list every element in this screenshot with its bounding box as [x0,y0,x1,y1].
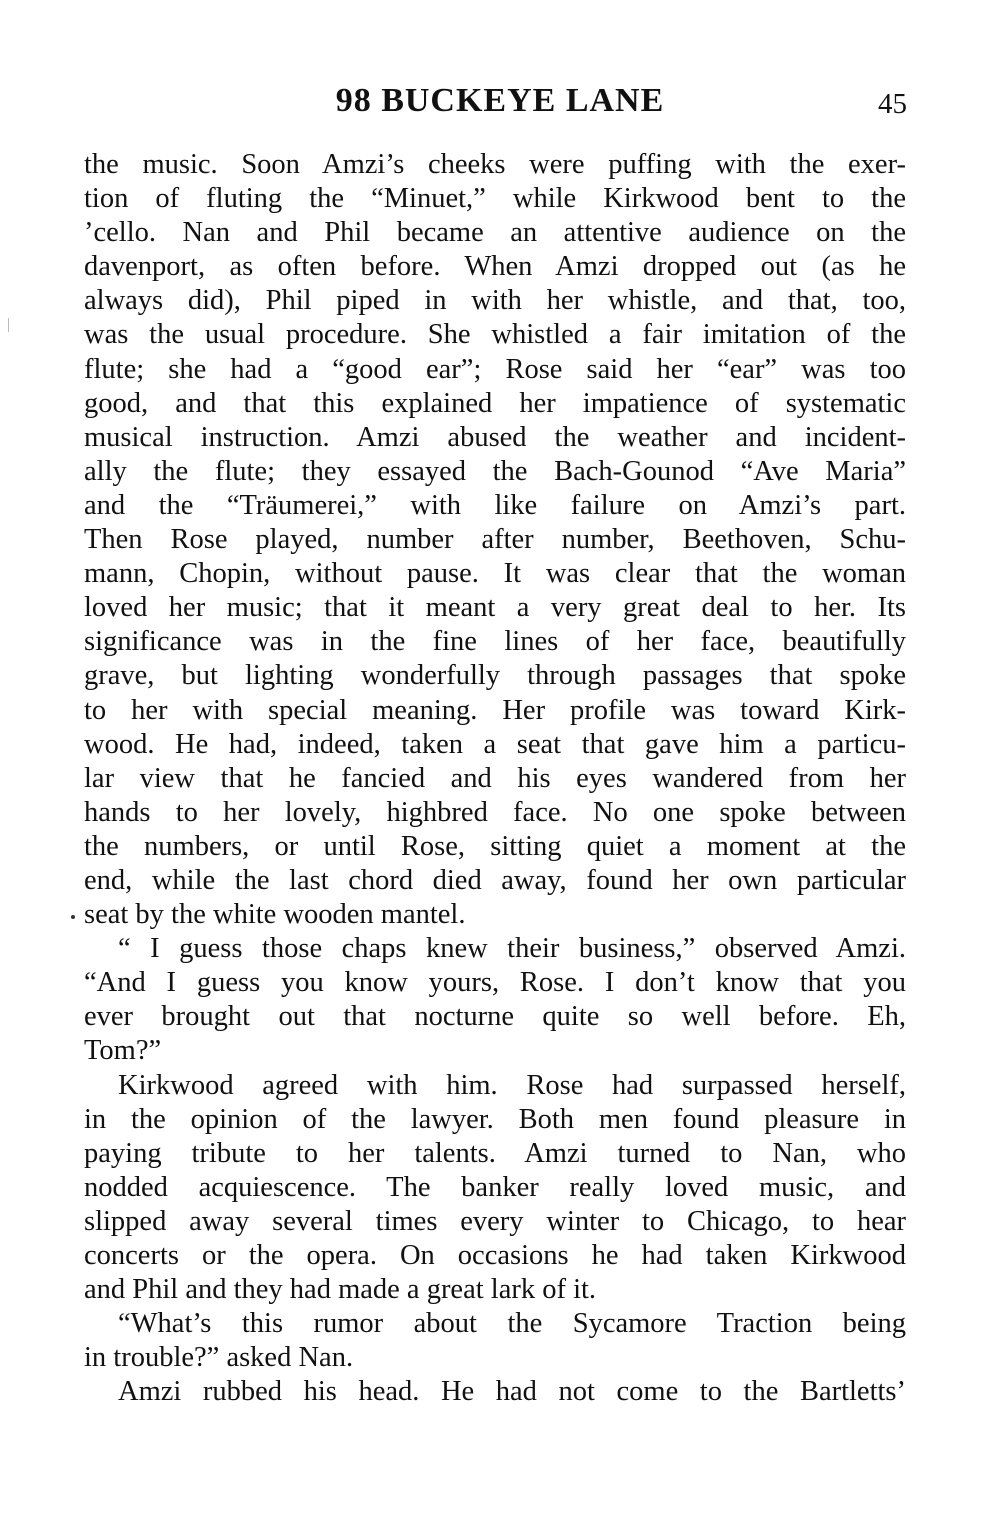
text-line: ’cello. Nan and Phil became an attentive audience on the [84,217,906,249]
text-line: end, while the last chord died away, found her own particular [84,864,906,896]
running-title: 98 BUCKEYE LANE [335,82,665,119]
text-line: “And I guess you know yours, Rose. I don’t know that you [84,967,906,999]
text-line: was the usual procedure. She whistled a fair imitation of the [84,319,906,351]
text-line: to her with special meaning. Her profile was toward Kirk- [84,694,906,726]
text-line: in the opinion of the lawyer. Both men found pleasure in [84,1103,906,1135]
scan-margin-mark [8,318,9,332]
text-line: davenport, as often before. When Amzi dropped out (as he [84,251,906,283]
text-line: Tom?” [84,1035,162,1067]
scan-margin-dot [71,915,75,919]
text-line: mann, Chopin, without pause. It was clear that the woman [84,558,906,590]
text-line: the music. Soon Amzi’s cheeks were puffing with the exer- [84,149,906,180]
text-line: nodded acquiescence. The banker really loved music, and [84,1171,906,1203]
text-line: “ I guess those chaps knew their business,” observed Amzi. [118,933,906,965]
text-line: loved her music; that it meant a very great deal to her. Its [84,592,906,624]
text-line: concerts or the opera. On occasions he had taken Kirkwood [84,1240,906,1271]
text-line: seat by the white wooden mantel. [84,899,466,931]
page-number: 45 [878,88,907,120]
text-line: ally the flute; they essayed the Bach-Gounod “Ave Maria” [84,455,906,487]
text-line: ever brought out that nocturne quite so well before. Eh, [84,1001,906,1033]
text-line: slipped away several times every winter to Chicago, to hear [84,1205,906,1237]
text-line: Kirkwood agreed with him. Rose had surpassed herself, [118,1069,906,1101]
text-line: musical instruction. Amzi abused the weather and incident- [84,421,906,453]
text-line: tion of fluting the “Minuet,” while Kirkwood bent to the [84,183,906,215]
text-line: significance was in the fine lines of her face, beautifully [84,626,906,658]
text-line: always did), Phil piped in with her whistle, and that, too, [84,285,906,317]
text-line: wood. He had, indeed, taken a seat that gave him a particu- [84,728,906,760]
text-line: Amzi rubbed his head. He had not come to the Bartletts’ [118,1376,906,1408]
text-line: Then Rose played, number after number, Beethoven, Schu- [84,524,906,556]
text-line: good, and that this explained her impatience of systematic [84,387,906,419]
text-line: in trouble?” asked Nan. [84,1342,354,1374]
text-line: paying tribute to her talents. Amzi turned to Nan, who [84,1137,906,1169]
text-line: “What’s this rumor about the Sycamore Traction being [118,1308,906,1340]
text-line: grave, but lighting wonderfully through passages that spoke [84,660,906,692]
text-line: hands to her lovely, highbred face. No one spoke between [84,796,906,828]
text-line: and the “Träumerei,” with like failure on Amzi’s part. [84,489,906,521]
body-text [84,148,906,1409]
text-line: lar view that he fancied and his eyes wandered from her [84,762,906,794]
running-head [0,82,1000,132]
text-line: flute; she had a “good ear”; Rose said her “ear” was too [84,353,906,385]
text-line: and Phil and they had made a great lark of it. [84,1274,597,1306]
text-line: the numbers, or until Rose, sitting quiet a moment at the [84,830,906,862]
